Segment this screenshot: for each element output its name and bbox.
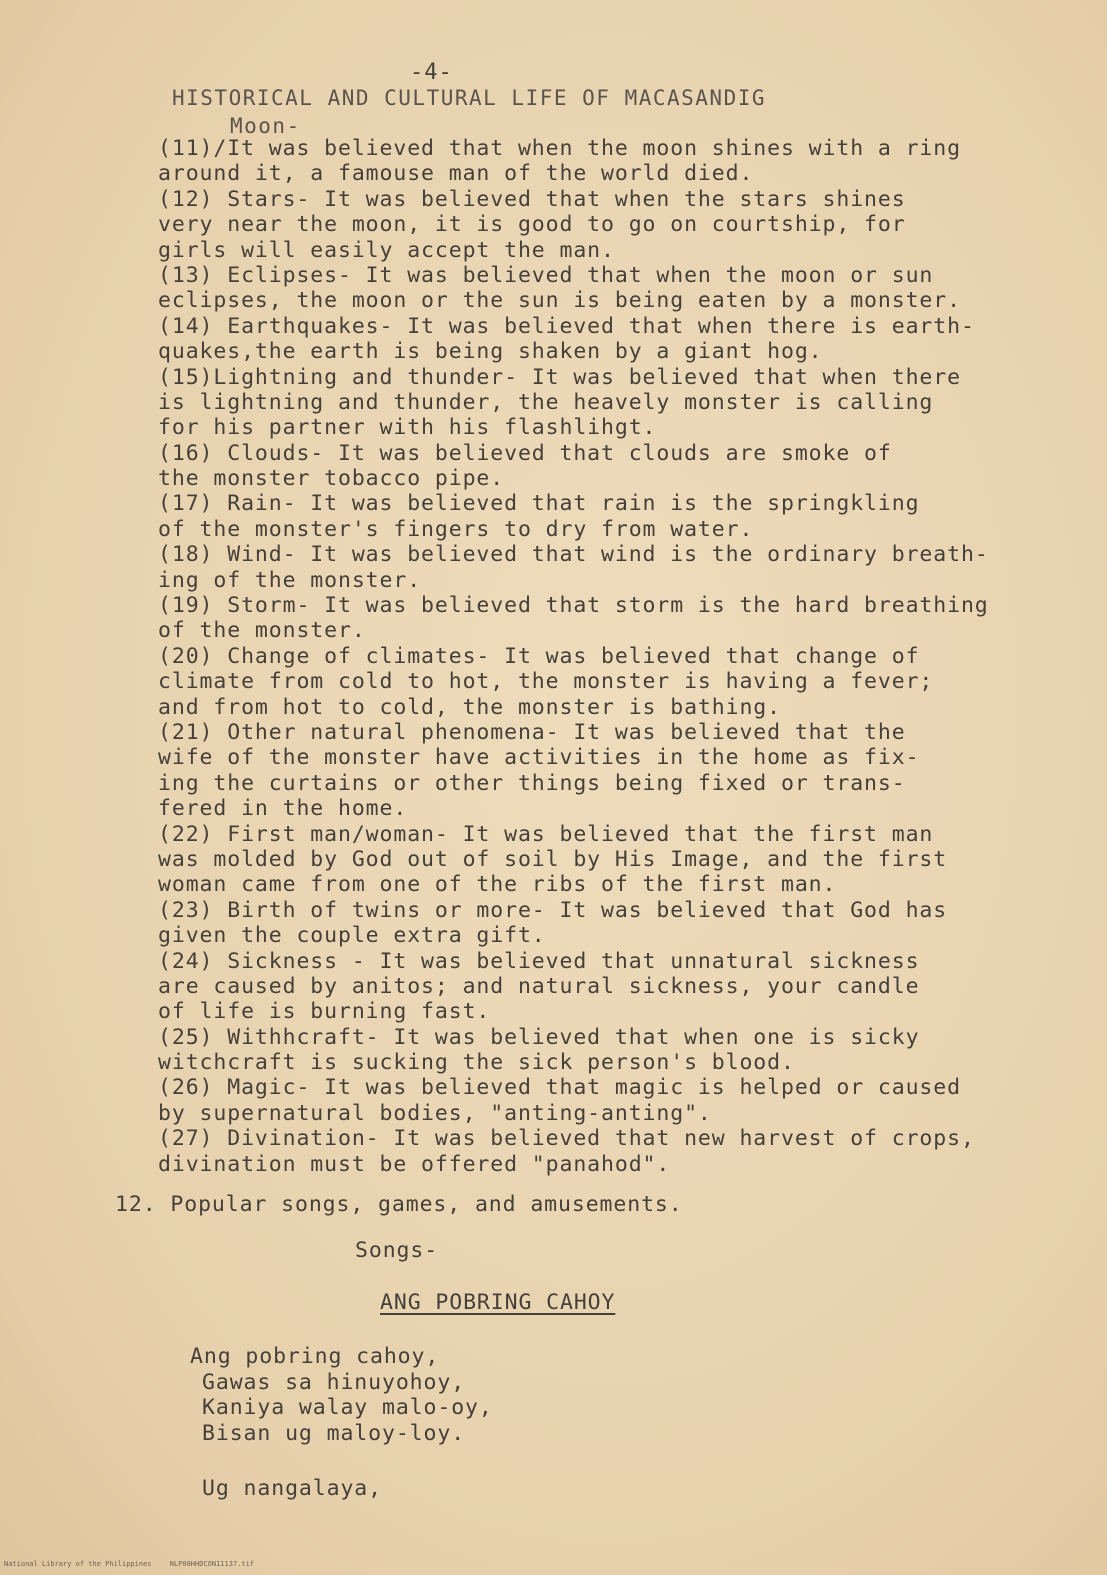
text-line: is lightning and thunder, the heavely monster is calling [158,389,934,415]
text-line: and from hot to cold, the monster is bathing. [158,694,781,720]
page-number: -4- [410,60,453,85]
text-line: (16) Clouds- It was believed that clouds are smoke of [158,440,892,466]
text-line: (18) Wind- It was believed that wind is the ordinary breath- [158,542,989,568]
text-line: girls will easily accept the man. [158,237,615,263]
text-line: (19) Storm- It was believed that storm is the hard breathing [158,593,989,619]
text-line: of the monster. [158,618,366,644]
footer-library: National Library of the Philippines [4,1560,152,1568]
text-line: (12) Stars- It was believed that when the stars shines [158,186,906,212]
text-line: witchcraft is sucking the sick person's blood. [158,1050,795,1076]
subheading-moon: Moon- [230,114,301,138]
text-line: (26) Magic- It was believed that magic is helped or caused [158,1075,961,1101]
text-line: fered in the home. [158,796,408,822]
footer-file: NLP00HHDCON11137.tif [169,1560,255,1568]
verse-line: Ang pobring cahoy, [190,1344,440,1369]
text-line: very near the moon, it is good to go on courtship, for [158,212,906,238]
verse-line: Gawas sa hinuyohoy, [202,1369,466,1395]
text-line: ing the curtains or other things being fixed or trans- [158,770,906,796]
text-line: (22) First man/woman- It was believed that the first man [158,821,934,847]
verse-line: Ug nangalaya, [202,1476,382,1501]
text-line: divination must be offered "panahod". [158,1151,671,1177]
text-line: eclipses, the moon or the sun is being eaten by a monster. [158,288,961,314]
text-line: the monster tobacco pipe. [158,466,505,492]
section-heading: 12. Popular songs, games, and amusements. [115,1192,683,1217]
text-line: of the monster's fingers to dry from water. [158,516,754,542]
text-line: woman came from one of the ribs of the first man. [158,872,837,898]
text-line: (23) Birth of twins or more- It was believed that God has [158,897,948,923]
text-line: (13) Eclipses- It was believed that when the moon or sun [158,262,934,288]
text-line: by supernatural bodies, "anting-anting". [158,1100,712,1126]
text-line: (15)Lightning and thunder- It was believed that when there [158,364,961,390]
text-line: (20) Change of climates- It was believed that change of [158,643,920,669]
text-line: (25) Withhcraft- It was believed that when one is sicky [158,1024,920,1050]
text-line: climate from cold to hot, the monster is having a fever; [158,669,934,695]
text-line: (24) Sickness - It was believed that unnatural sickness [158,948,920,974]
text-line: (17) Rain- It was believed that rain is the springkling [158,491,920,517]
text-line: (27) Divination- It was believed that new harvest of crops, [158,1126,975,1152]
song-title: ANG POBRING CAHOY [380,1290,616,1315]
text-line: was molded by God out of soil by His Image, and the first [158,846,948,872]
text-line: wife of the monster have activities in the home as fix- [158,745,920,771]
page-header: HISTORICAL AND CULTURAL LIFE OF MACASANDIG [172,86,767,110]
text-line: (11)/It was believed that when the moon shines with a ring [158,136,961,161]
verse-line: Bisan ug maloy-loy. [202,1420,466,1446]
scan-footer [4,1560,268,1568]
text-line: (14) Earthquakes- It was believed that when there is earth- [158,313,975,339]
text-line: are caused by anitos; and natural sickness, your candle [158,973,920,999]
songs-label: Songs- [355,1238,439,1263]
text-line: (21) Other natural phenomena- It was believed that the [158,719,906,745]
verse-line: Kaniya walay malo-oy, [202,1395,493,1420]
text-line: quakes,the earth is being shaken by a giant hog. [158,339,823,365]
text-line: for his partner with his flashlihgt. [158,415,657,441]
text-line: given the couple extra gift. [158,923,546,949]
text-line: of life is burning fast. [158,999,491,1025]
text-line: ing of the monster. [158,567,422,593]
song-verse [190,1344,493,1446]
text-line: around it, a famouse man of the world died. [158,161,754,187]
beliefs-list [158,136,1068,1177]
